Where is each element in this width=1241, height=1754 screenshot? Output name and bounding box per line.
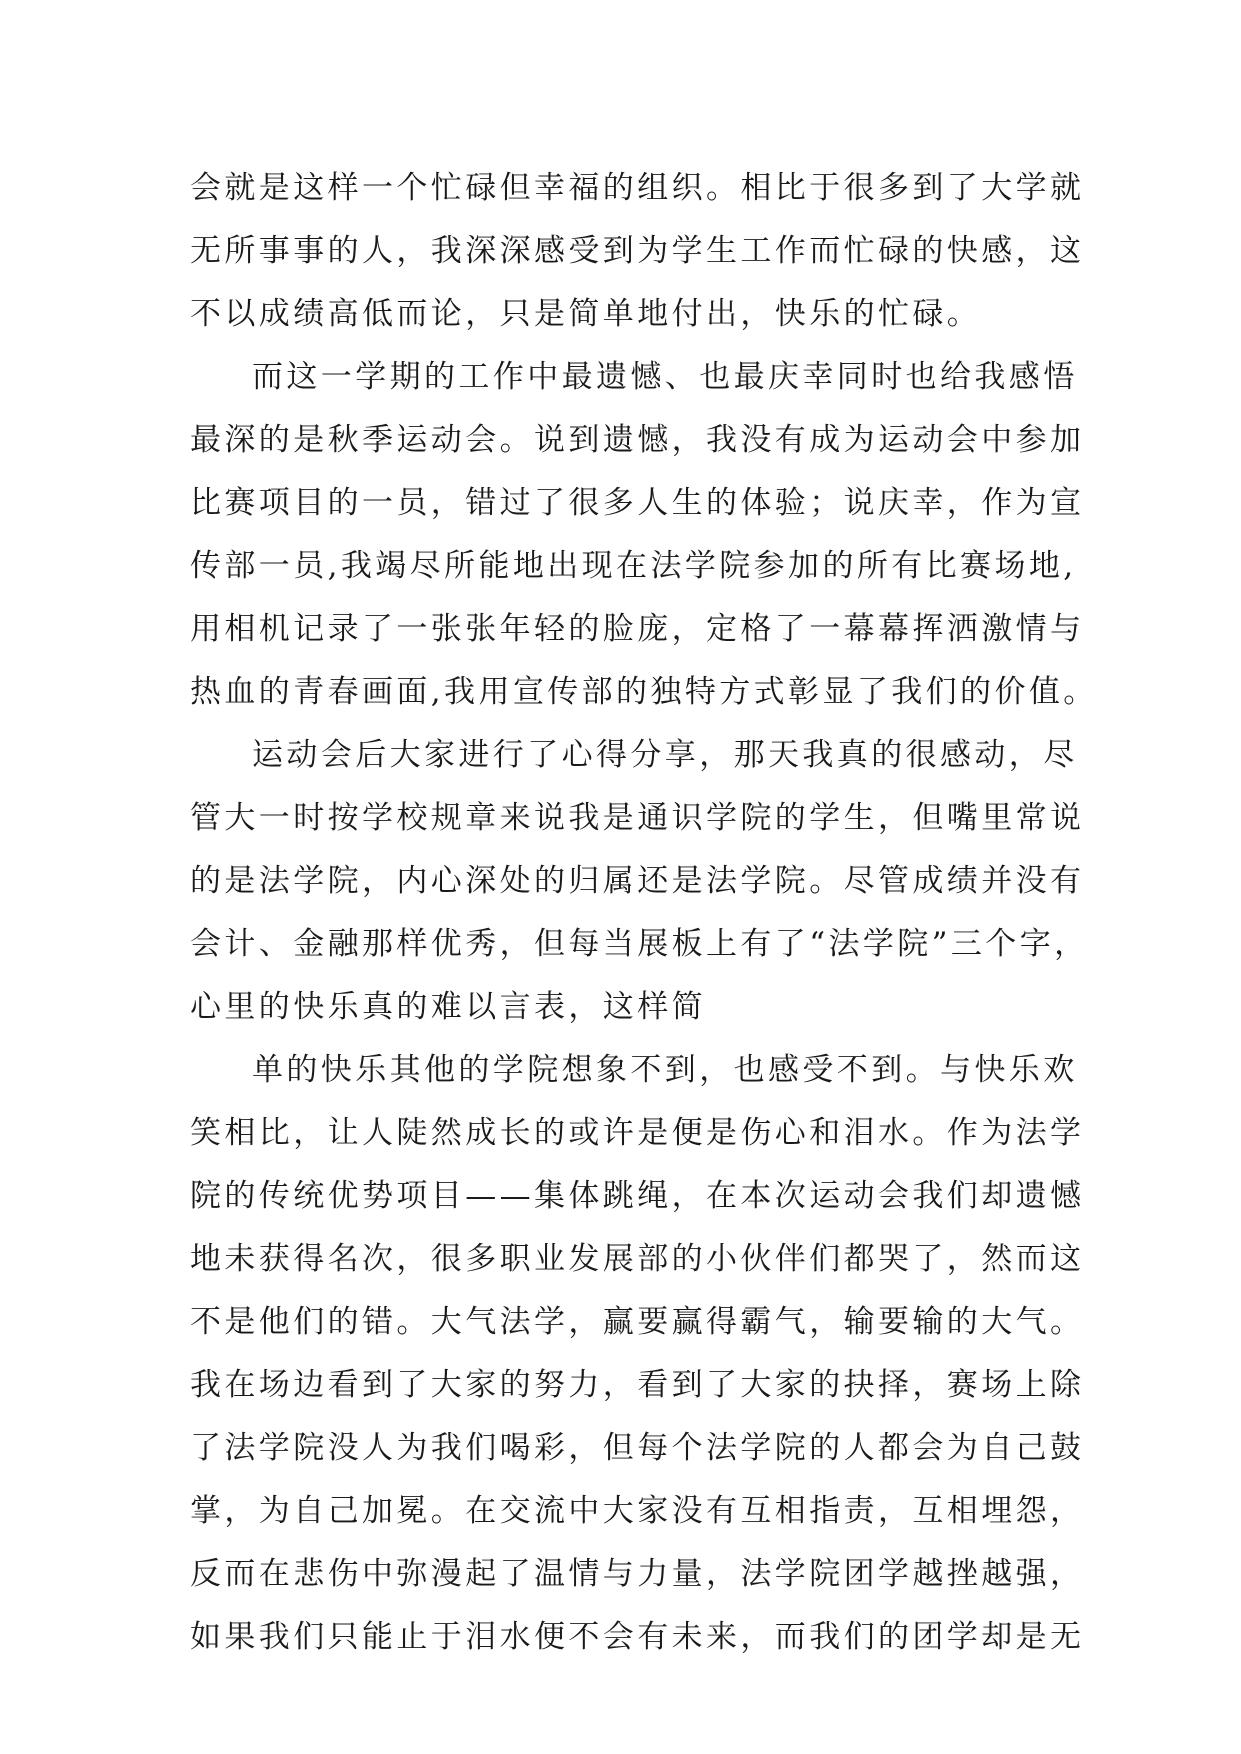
text-line: 不是他们的错。大气法学，赢要赢得霸气，输要输的大气。 <box>190 1304 1085 1340</box>
text-line: 的是法学院，内心深处的归属还是法学院。尽管成绩并没有 <box>190 863 1085 899</box>
text-line: 不以成绩高低而论，只是简单地付出，快乐的忙碌。 <box>190 296 982 332</box>
paragraph-first-line: 而这一学期的工作中最遗憾、也最庆幸同时也给我感悟 <box>252 359 1078 395</box>
text-line: 心里的快乐真的难以言表，这样简 <box>190 989 706 1025</box>
text-line: 院的传统优势项目——集体跳绳，在本次运动会我们却遗憾 <box>190 1178 1085 1214</box>
text-line: 我在场边看到了大家的努力，看到了大家的抉择，赛场上除 <box>190 1367 1085 1403</box>
document-body <box>190 157 1098 1669</box>
text-line: 掌，为自己加冕。在交流中大家没有互相指责，互相埋怨， <box>190 1493 1085 1529</box>
paragraph-first-line: 单的快乐其他的学院想象不到，也感受不到。与快乐欢 <box>252 1052 1078 1088</box>
paragraph-first-line: 运动会后大家进行了心得分享，那天我真的很感动，尽 <box>252 737 1078 773</box>
text-line: 会就是这样一个忙碌但幸福的组织。相比于很多到了大学就 <box>190 170 1085 206</box>
text-line: 如果我们只能止于泪水便不会有未来，而我们的团学却是无 <box>190 1619 1085 1655</box>
text-line: 管大一时按学校规章来说我是通识学院的学生，但嘴里常说 <box>190 800 1085 836</box>
text-line: 会计、金融那样优秀，但每当展板上有了“法学院”三个字， <box>190 926 1089 962</box>
text-line: 用相机记录了一张张年轻的脸庞，定格了一幕幕挥洒激情与 <box>190 611 1085 647</box>
text-line: 地未获得名次，很多职业发展部的小伙伴们都哭了，然而这 <box>190 1241 1085 1277</box>
text-line: 反而在悲伤中弥漫起了温情与力量，法学院团学越挫越强， <box>190 1556 1085 1592</box>
text-line: 无所事事的人，我深深感受到为学生工作而忙碌的快感，这 <box>190 233 1085 269</box>
text-line: 比赛项目的一员，错过了很多人生的体验；说庆幸，作为宣 <box>190 485 1085 521</box>
text-line: 最深的是秋季运动会。说到遗憾，我没有成为运动会中参加 <box>190 422 1085 458</box>
text-line: 了法学院没人为我们喝彩，但每个法学院的人都会为自己鼓 <box>190 1430 1085 1466</box>
text-line: 热血的青春画面,我用宣传部的独特方式彰显了我们的价值。 <box>190 674 1098 710</box>
text-line: 笑相比，让人陡然成长的或许是便是伤心和泪水。作为法学 <box>190 1115 1085 1151</box>
text-line: 传部一员,我竭尽所能地出现在法学院参加的所有比赛场地, <box>190 548 1077 584</box>
